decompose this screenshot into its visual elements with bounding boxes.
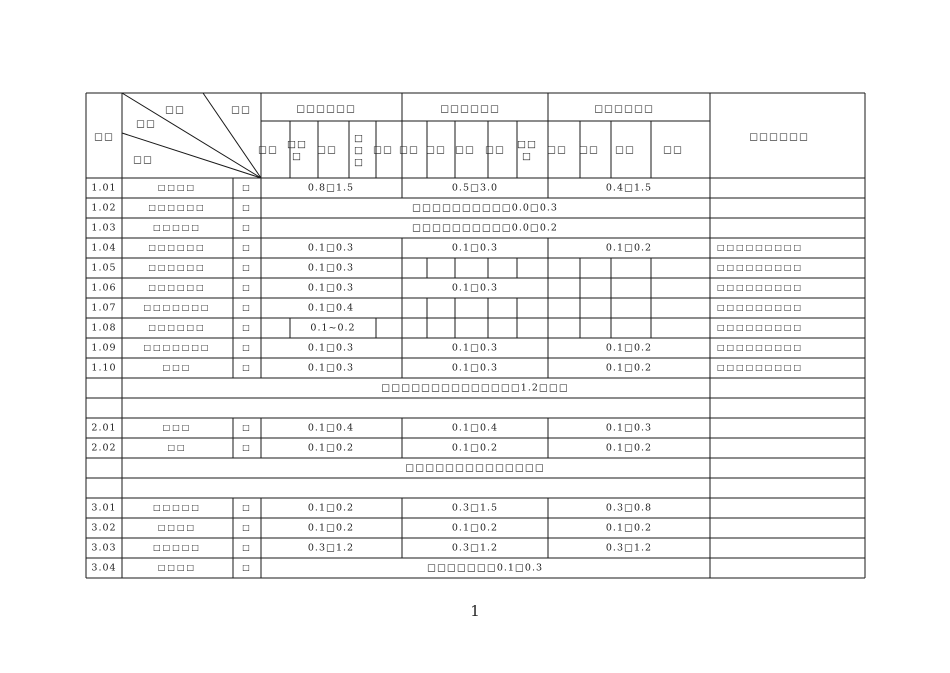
row-value-b: 0.5□3.0 (451, 182, 499, 194)
row-unit: □ (242, 323, 252, 332)
section2-note: □□□□□□□□□□□□□□ (405, 462, 545, 474)
row-number: 1.01 (91, 182, 117, 194)
row-unit: □ (242, 543, 252, 552)
group-c-header: □□□□□□ (594, 103, 654, 115)
row-unit: □ (242, 223, 252, 232)
section1-note: □□□□□□□□□□□□□□1.2□□□ (381, 382, 569, 394)
sub-header-b-0: □□ (399, 144, 419, 156)
row-value-c: 0.1□0.3 (605, 422, 653, 434)
row-remark: □□□□□□□□□ (716, 263, 804, 272)
row-number: 1.06 (91, 282, 117, 294)
row-value-b: 0.1□0.3 (451, 342, 499, 354)
row-item-name: □□□ (162, 363, 192, 372)
row-value-a: 0.3□1.2 (307, 542, 355, 554)
row-item-name: □□□□□□ (148, 323, 206, 332)
row-number: 1.05 (91, 262, 117, 274)
row-item-name: □□□□ (157, 183, 197, 192)
row-value-b: 0.3□1.2 (451, 542, 499, 554)
row-merged-value: □□□□□□□□□□0.0□0.3 (412, 202, 558, 214)
row-value-b: 0.1□0.2 (451, 522, 499, 534)
row-value-b: 0.1□0.3 (451, 242, 499, 254)
row-number: 1.09 (91, 342, 117, 354)
sub-header-b-2: □□ (455, 144, 475, 156)
row-number: 1.07 (91, 302, 117, 314)
row-item-name: □□□□ (157, 563, 197, 572)
row-value-b: 0.1□0.2 (451, 442, 499, 454)
sub-header-a-1: □□ □ (287, 138, 307, 162)
row-value-a: 0.1□0.4 (307, 422, 355, 434)
row-item-name: □□□□□□ (148, 263, 206, 272)
row-item-name: □□□□□□□ (143, 343, 211, 352)
row-item-name: □□□□□□ (148, 283, 206, 292)
row-unit: □ (242, 563, 252, 572)
row-item-name: □□□□□□ (148, 243, 206, 252)
row-number: 3.02 (91, 522, 117, 534)
row-remark: □□□□□□□□□ (716, 343, 804, 352)
row-value-c: 0.3□0.8 (605, 502, 653, 514)
sub-header-b-4: □□ □ (517, 138, 537, 162)
row-number: 2.02 (91, 442, 117, 454)
row-item-name: □□□□ (157, 523, 197, 532)
sub-header-b-1: □□ (426, 144, 446, 156)
row-number: 2.01 (91, 422, 117, 434)
row-unit: □ (242, 523, 252, 532)
sub-header-a-4: □□ (373, 144, 393, 156)
row-item-name: □□□□□ (153, 223, 201, 232)
row-value-a: 0.1□0.2 (307, 442, 355, 454)
row-unit: □ (242, 363, 252, 372)
row-value-b: 0.1□0.3 (451, 362, 499, 374)
page-number: 1 (470, 602, 480, 620)
row-unit: □ (242, 343, 252, 352)
row-number: 1.04 (91, 242, 117, 254)
row-value-c: 0.1□0.2 (605, 362, 653, 374)
row-value-c: 0.1□0.2 (605, 442, 653, 454)
row-number: 1.08 (91, 322, 117, 334)
row-value-c: 0.4□1.5 (605, 182, 653, 194)
sub-header-a-2: □□ (317, 144, 337, 156)
row-value-a: 0.1□0.3 (307, 282, 355, 294)
row-item-name: □□□□□□□ (143, 303, 211, 312)
row-unit: □ (242, 263, 252, 272)
corner-top-label: □□ (165, 104, 185, 116)
row-number: 1.02 (91, 202, 117, 214)
sub-header-c-2: □□ (615, 144, 635, 156)
row-unit: □ (242, 443, 252, 452)
row-value-a: 0.1□0.4 (307, 302, 355, 314)
row-remark: □□□□□□□□□ (716, 243, 804, 252)
row-merged-value: □□□□□□□0.1□0.3 (426, 562, 544, 574)
table-header (94, 104, 809, 166)
row-remark: □□□□□□□□□ (716, 303, 804, 312)
row-item-name: □□□□□□ (148, 203, 206, 212)
row-value-a: 0.1□0.3 (307, 362, 355, 374)
sub-header-c-1: □□ (579, 144, 599, 156)
remarks-header: □□□□□□ (749, 131, 809, 143)
row-number: 1.10 (91, 362, 117, 374)
row-value-a: 0.8□1.5 (307, 182, 355, 194)
row-value-a: 0.1□0.3 (307, 342, 355, 354)
row-value-a: 0.1□0.3 (307, 262, 355, 274)
row-unit: □ (242, 203, 252, 212)
group-a-header: □□□□□□ (296, 103, 356, 115)
sub-headers (258, 133, 683, 168)
row-value-a: 0.1~0.2 (310, 322, 356, 334)
row-value-b: 0.3□1.5 (451, 502, 499, 514)
row-value-b: 0.1□0.3 (451, 282, 499, 294)
sub-header-a-0: □□ (258, 144, 278, 156)
row-unit: □ (242, 283, 252, 292)
row-number: 3.03 (91, 542, 117, 554)
row-number: 3.01 (91, 502, 117, 514)
sub-header-c-0: □□ (547, 144, 567, 156)
sub-header-b-3: □□ (485, 144, 505, 156)
row-item-name: □□ (167, 443, 187, 452)
row-unit: □ (242, 303, 252, 312)
row-value-c: 0.3□1.2 (605, 542, 653, 554)
row-value-a: 0.1□0.2 (307, 522, 355, 534)
row-item-name: □□□□□ (153, 543, 201, 552)
row-unit: □ (242, 183, 252, 192)
row-number: 3.04 (91, 562, 117, 574)
sub-header-a-3: □ □ □ (354, 132, 364, 168)
row-merged-value: □□□□□□□□□□0.0□0.2 (412, 222, 558, 234)
row-item-name: □□□ (162, 423, 192, 432)
row-item-name: □□□□□ (153, 503, 201, 512)
row-remark: □□□□□□□□□ (716, 363, 804, 372)
row-value-a: 0.1□0.2 (307, 502, 355, 514)
row-value-b: 0.1□0.4 (451, 422, 499, 434)
corner-middle-label: □□ (136, 118, 156, 130)
sub-header-c-3: □□ (663, 144, 683, 156)
corner-bottom-label: □□ (133, 154, 153, 166)
row-number: 1.03 (91, 222, 117, 234)
index-header: □□ (94, 131, 114, 143)
corner-right-label: □□ (231, 104, 251, 116)
row-unit: □ (242, 503, 252, 512)
row-value-c: 0.1□0.2 (605, 242, 653, 254)
row-unit: □ (242, 243, 252, 252)
row-remark: □□□□□□□□□ (716, 283, 804, 292)
row-value-a: 0.1□0.3 (307, 242, 355, 254)
row-value-c: 0.1□0.2 (605, 342, 653, 354)
group-b-header: □□□□□□ (440, 103, 500, 115)
row-unit: □ (242, 423, 252, 432)
row-value-c: 0.1□0.2 (605, 522, 653, 534)
row-remark: □□□□□□□□□ (716, 323, 804, 332)
